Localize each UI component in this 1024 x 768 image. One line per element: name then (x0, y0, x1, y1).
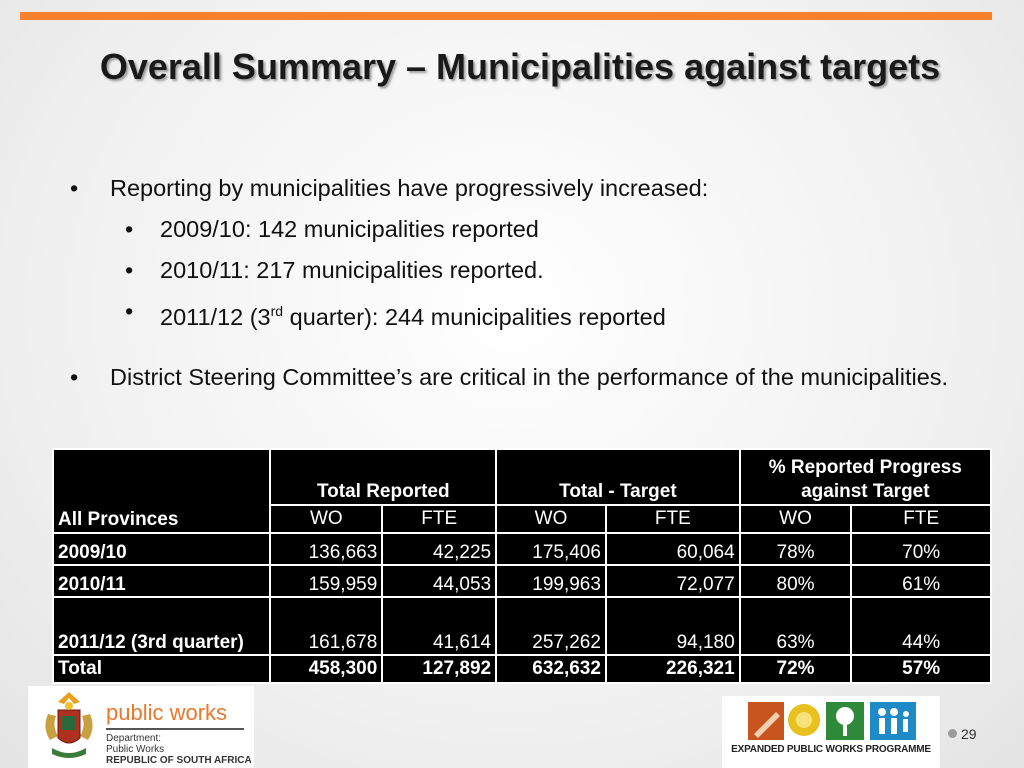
brand-divider (106, 728, 244, 730)
department-text: Department: Public Works REPUBLIC OF SOUTH AFRICA (106, 733, 252, 766)
subheader-cell: FTE (851, 505, 991, 533)
header-total-target: Total - Target (496, 449, 740, 505)
sub-bullet-2010: • 2010/11: 217 municipalities reported. (70, 254, 978, 286)
table-cell: 60,064 (606, 533, 740, 565)
summary-table (52, 448, 992, 684)
total-label: Total (53, 655, 270, 683)
table-row (53, 565, 991, 597)
bullet-dot-icon: • (70, 363, 79, 390)
table-cell: 61% (851, 565, 991, 597)
total-cell: 127,892 (382, 655, 496, 683)
table-cell: 41,614 (382, 597, 496, 655)
header-progress: % Reported Progress against Target (740, 449, 991, 505)
table-cell: 72,077 (606, 565, 740, 597)
table-total-row (53, 655, 991, 683)
top-accent-bar (20, 12, 992, 20)
table-cell: 44,053 (382, 565, 496, 597)
public-works-brand: public works (106, 700, 228, 725)
bullet-steering-committee: • District Steering Committee’s are critical in the performance of the municipalities. (70, 361, 978, 393)
table-cell: 136,663 (270, 533, 382, 565)
page-number-dot-icon (948, 729, 957, 738)
coat-of-arms-icon (34, 688, 104, 766)
table-cell: 78% (740, 533, 852, 565)
table-cell: 42,225 (382, 533, 496, 565)
bullet-dot-icon: • (70, 175, 79, 201)
epwp-emblem-icon (726, 698, 936, 744)
epwp-logo (722, 696, 940, 768)
table-cell: 159,959 (270, 565, 382, 597)
bullet-dot-icon: • (125, 298, 134, 324)
bullet-list (70, 172, 978, 393)
total-cell: 72% (740, 655, 852, 683)
page-number: 29 (961, 726, 977, 742)
header-all-provinces: All Provinces (53, 449, 270, 533)
table-cell: 44% (851, 597, 991, 655)
slide-title: Overall Summary – Municipalities against targets (99, 46, 941, 87)
subheader-cell: WO (740, 505, 852, 533)
bullet-dot-icon: • (125, 257, 134, 283)
subheader-cell: WO (270, 505, 382, 533)
sub-bullet-2011: • 2011/12 (3rd quarter): 244 municipalities reported (70, 295, 978, 333)
subheader-cell: FTE (606, 505, 740, 533)
table-row (53, 533, 991, 565)
table-cell: 94,180 (606, 597, 740, 655)
bullet-dot-icon: • (125, 216, 134, 242)
epwp-caption: EXPANDED PUBLIC WORKS PROGRAMME (731, 744, 931, 755)
total-cell: 226,321 (606, 655, 740, 683)
table-cell: 161,678 (270, 597, 382, 655)
table-cell: 175,406 (496, 533, 606, 565)
public-works-logo (28, 686, 254, 768)
table-row (53, 597, 991, 655)
table-cell: 257,262 (496, 597, 606, 655)
row-label: 2009/10 (53, 533, 270, 565)
subheader-cell: FTE (382, 505, 496, 533)
row-label: 2011/12 (3rd quarter) (53, 597, 270, 655)
header-total-reported: Total Reported (270, 449, 496, 505)
table-cell: 199,963 (496, 565, 606, 597)
total-cell: 458,300 (270, 655, 382, 683)
total-cell: 632,632 (496, 655, 606, 683)
table-cell: 70% (851, 533, 991, 565)
bullet-reporting: • Reporting by municipalities have progressively increased: (70, 172, 978, 204)
table-cell: 80% (740, 565, 852, 597)
row-label: 2010/11 (53, 565, 270, 597)
table-cell: 63% (740, 597, 852, 655)
sub-bullet-2009: • 2009/10: 142 municipalities reported (70, 213, 978, 245)
subheader-cell: WO (496, 505, 606, 533)
total-cell: 57% (851, 655, 991, 683)
